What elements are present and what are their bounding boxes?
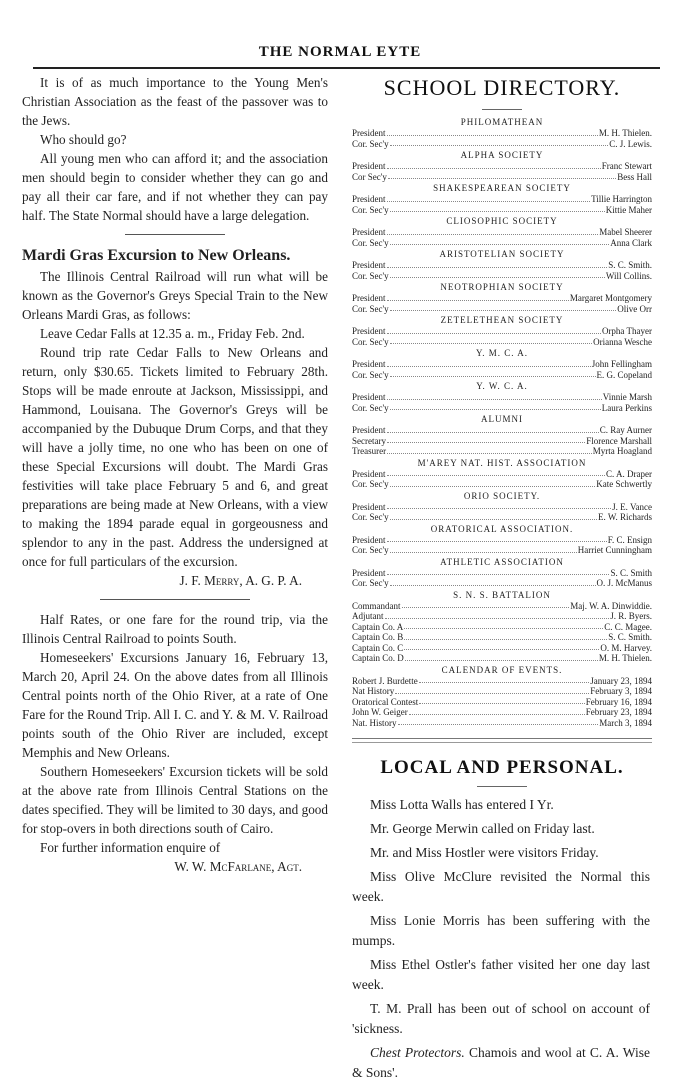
signature: J. F. Merry, A. G. P. A. <box>179 573 302 588</box>
leader-dots <box>388 172 616 180</box>
directory-row <box>352 271 652 282</box>
directory-section-heading: ATHLETIC ASSOCIATION <box>440 556 564 567</box>
directory-role: President <box>352 425 386 435</box>
directory-row <box>352 632 652 643</box>
local-personal-title: LOCAL AND PERSONAL. <box>380 757 624 778</box>
directory-name: February 16, 1894 <box>585 696 652 707</box>
directory-section-heading: Y. W. C. A. <box>476 381 528 391</box>
directory-role: President <box>352 293 386 303</box>
leader-dots <box>390 370 596 378</box>
directory-row <box>352 611 652 622</box>
directory-role: Cor. Sec'y <box>352 270 389 281</box>
ad-italic: Chest Protectors. <box>370 1045 465 1060</box>
article-paragraph: For further information enquire of <box>40 840 221 855</box>
directory-name: Myrta Hoagland <box>592 446 652 456</box>
directory-row <box>352 512 652 523</box>
leader-dots <box>390 479 596 487</box>
directory-name: O. J. McManus <box>596 578 652 588</box>
divider <box>100 599 250 600</box>
directory-section-heading: PHILOMATHEAN <box>460 117 544 127</box>
directory-role: President <box>352 392 386 402</box>
directory-name: John Fellingham <box>591 359 652 369</box>
directory-row <box>352 326 652 337</box>
leader-dots <box>387 227 599 235</box>
directory-role: Captain Co. C <box>352 642 404 653</box>
leader-dots <box>387 502 612 510</box>
directory-role: Cor. Sec'y <box>352 303 389 314</box>
directory-role: Cor. Sec'y <box>352 237 389 248</box>
leader-dots <box>387 194 591 202</box>
directory-name: Kate Schwertly <box>596 479 652 489</box>
directory-row <box>352 622 652 633</box>
directory-role: Robert J. Burdette <box>352 675 418 686</box>
local-item: Miss Lonie Morris has been suffering with the mumps. <box>352 913 650 948</box>
directory-name: March 3, 1894 <box>599 717 652 728</box>
directory-role: President <box>352 326 386 336</box>
directory-row <box>352 293 652 304</box>
directory-role: Commandant <box>352 600 401 611</box>
directory-role: President <box>352 128 386 138</box>
directory-row <box>352 238 652 249</box>
leader-dots <box>390 545 577 553</box>
directory-role: President <box>352 501 386 512</box>
leader-dots <box>385 611 610 619</box>
local-item: Miss Ethel Ostler's father visited her one day last week. <box>352 957 650 992</box>
directory-row <box>352 392 652 403</box>
directory-row <box>352 686 652 697</box>
directory-name: S. C. Smith <box>610 567 652 578</box>
directory-name: O. M. Harvey. <box>600 642 652 653</box>
directory-role: Adjutant <box>352 611 384 621</box>
leader-dots <box>387 260 608 268</box>
directory-name: E. W. Richards <box>598 512 652 522</box>
directory-name: S. C. Smith. <box>608 260 652 270</box>
directory-row <box>352 227 652 238</box>
directory-role: Cor. Sec'y <box>352 578 389 588</box>
directory-role: Captain Co. B <box>352 632 404 642</box>
leader-dots <box>419 697 585 705</box>
directory-role: Cor. Sec'y <box>352 204 389 215</box>
directory-row <box>352 337 652 348</box>
directory-name: January 23, 1894 <box>590 675 652 686</box>
local-item: Mr. George Merwin called on Friday last. <box>370 821 595 836</box>
divider <box>477 786 527 787</box>
directory-section-heading: ORIO SOCIETY. <box>463 490 541 501</box>
directory-row <box>352 479 652 490</box>
directory-name: C. J. Lewis. <box>609 138 652 149</box>
directory-row <box>352 643 652 654</box>
directory-section-heading: ALPHA SOCIETY <box>460 150 544 160</box>
divider <box>352 742 652 743</box>
local-item: Miss Olive McClure revisited the Normal this week. <box>352 869 650 904</box>
local-item: T. M. Prall has been out of school on account of 'sickness. <box>352 1001 650 1036</box>
intro-paragraph: It is of as much importance to the Young Men's Christian Association as the feast of the passover was to the Jews. <box>22 75 328 128</box>
directory-name: F. C. Ensign <box>607 534 652 545</box>
directory-role: President <box>352 468 386 479</box>
directory-section-heading: NEOTROPHIAN SOCIETY <box>440 282 564 292</box>
directory-name: M. H. Thielen. <box>598 128 652 138</box>
leader-dots <box>387 128 598 136</box>
directory-row <box>352 359 652 370</box>
leader-dots <box>387 326 601 334</box>
directory-role: Secretary <box>352 435 386 446</box>
leader-dots <box>398 718 599 726</box>
directory-name: Orianna Wesche <box>593 336 652 347</box>
directory-role: Nat. History <box>352 717 397 728</box>
directory-section-heading: ARISTOTELIAN SOCIETY <box>439 249 565 259</box>
directory-name: J. E. Vance <box>612 501 652 512</box>
ad-text: Chamois and wool at C. A. Wise & Sons'. <box>352 1045 650 1080</box>
leader-dots <box>402 601 570 609</box>
leader-dots <box>387 568 610 576</box>
directory-role: Cor. Sec'y <box>352 479 389 489</box>
directory-section-heading: ORATORICAL ASSOCIATION. <box>430 523 574 534</box>
leader-dots <box>387 425 599 433</box>
leader-dots <box>419 676 590 684</box>
directory-row <box>352 436 652 447</box>
directory-role: Cor. Sec'y <box>352 512 389 522</box>
directory-role: Cor Sec'y <box>352 171 387 182</box>
directory-name: Olive Orr <box>617 303 652 314</box>
directory-name: February 3, 1894 <box>590 686 652 696</box>
leader-dots <box>390 139 609 147</box>
directory-role: Treasurer <box>352 446 387 456</box>
directory-name: Vinnie Marsh <box>602 392 652 402</box>
directory-row <box>352 718 652 729</box>
directory-section-heading: M'AREY NAT. HIST. ASSOCIATION <box>417 457 587 468</box>
leader-dots <box>390 578 596 586</box>
directory-row <box>352 205 652 216</box>
directory-name: Laura Perkins <box>601 402 652 413</box>
advertisement <box>352 1043 652 1083</box>
directory-row <box>352 304 652 315</box>
directory-row <box>352 172 652 183</box>
article-paragraph: Leave Cedar Falls at 12.35 a. m., Friday Feb. 2nd. <box>40 326 305 341</box>
directory-name: C. Ray Aurner <box>599 425 652 435</box>
article-paragraph: The Illinois Central Railroad will run what will be known as the Governor's Greys Special Train to the New Orleans Mardi Gras, as follows: <box>22 269 328 322</box>
directory-role: Oratorical Contest <box>352 696 419 707</box>
directory-role: Nat History <box>352 686 395 696</box>
directory-name: E. G. Copeland <box>596 369 652 380</box>
directory-row <box>352 707 652 718</box>
directory-row <box>352 260 652 271</box>
leader-dots <box>390 403 601 411</box>
directory-row <box>352 535 652 546</box>
directory-name: Margaret Montgomery <box>569 293 652 303</box>
directory-role: John W. Geiger <box>352 707 408 717</box>
directory-name: M. H. Thielen. <box>598 653 652 663</box>
directory-name: Maj. W. A. Dinwiddie. <box>570 600 652 611</box>
leader-dots <box>387 392 602 400</box>
directory-role: Cor. Sec'y <box>352 369 389 380</box>
directory-row <box>352 676 652 687</box>
divider <box>482 109 522 110</box>
leader-dots <box>390 271 605 279</box>
directory-section-heading: CLIOSOPHIC SOCIETY <box>446 216 558 226</box>
directory-section-heading: S. N. S. BATTALION <box>453 589 551 600</box>
directory-row <box>352 370 652 381</box>
leader-dots <box>390 205 605 213</box>
directory-row <box>352 446 652 457</box>
directory-name: C. A. Draper <box>606 468 652 479</box>
leader-dots <box>405 653 598 661</box>
directory-row <box>352 578 652 589</box>
leader-dots <box>387 446 592 454</box>
directory-row <box>352 139 652 150</box>
left-column <box>22 73 328 876</box>
directory-role: Cor. Sec'y <box>352 402 389 413</box>
article-paragraph: Homeseekers' Excursions January 16, February 13, March 20, April 24. On the above dates from all Illinois Central points north of the Ohio River, at a rate of One Fare for the Round Trip. All I. C. and Y. & M. V. Railroad points south of the Ohio River are included, except Memphis and New Orleans. <box>22 650 328 760</box>
article-paragraph: Half Rates, or one fare for the round trip, via the Illinois Central Railroad to points South. <box>22 612 328 646</box>
directory-row <box>352 697 652 708</box>
local-items <box>352 795 652 1039</box>
directory-role: Cor. Sec'y <box>352 336 389 347</box>
directory-role: President <box>352 260 386 270</box>
directory-section-heading: Y. M. C. A. <box>475 348 529 358</box>
directory-section-heading: CALENDAR OF EVENTS. <box>441 664 563 675</box>
directory-role: President <box>352 567 386 578</box>
leader-dots <box>387 293 569 301</box>
leader-dots <box>390 512 597 520</box>
directory-name: Harriet Cunningham <box>577 545 652 555</box>
directory-title: SCHOOL DIRECTORY. <box>383 75 621 100</box>
leader-dots <box>404 622 603 630</box>
directory-row <box>352 601 652 612</box>
leader-dots <box>409 707 585 715</box>
directory-name: Kittie Maher <box>605 204 652 215</box>
directory-name: Bess Hall <box>617 171 652 182</box>
directory-section-heading: SHAKESPEAREAN SOCIETY <box>433 183 571 193</box>
leader-dots <box>387 436 585 444</box>
directory-name: February 23, 1894 <box>585 707 652 717</box>
leader-dots <box>387 161 601 169</box>
directory-role: President <box>352 161 386 171</box>
divider <box>125 234 225 235</box>
directory-row <box>352 502 652 513</box>
directory-section-heading: ALUMNI <box>481 414 523 424</box>
masthead: THE NORMAL EYTE <box>258 44 422 60</box>
leader-dots <box>390 337 593 345</box>
mardi-gras-heading: Mardi Gras Excursion to New Orleans. <box>22 247 291 264</box>
directory-role: Captain Co. D <box>352 653 404 663</box>
directory-row <box>352 161 652 172</box>
directory-name: Orpha Thayer <box>601 326 652 336</box>
directory-row <box>352 403 652 414</box>
directory-name: Franc Stewart <box>601 161 652 171</box>
directory-row <box>352 653 652 664</box>
intro-paragraph: All young men who can afford it; and the association men should begin to consider whether they can go and pay all their car fare, and if not whether they can pay half. The State Normal should have a large delegation. <box>22 151 328 223</box>
directory-list <box>352 117 652 728</box>
directory-role: President <box>352 359 386 369</box>
directory-name: J. R. Byers. <box>610 611 652 621</box>
directory-name: Florence Marshall <box>586 435 652 446</box>
masthead-rule <box>33 67 660 69</box>
leader-dots <box>395 686 589 694</box>
leader-dots <box>387 469 606 477</box>
directory-name: Anna Clark <box>610 237 652 248</box>
local-item: Miss Lotta Walls has entered I Yr. <box>370 797 554 812</box>
directory-role: Cor. Sec'y <box>352 545 389 555</box>
directory-section-heading: ZETELETHEAN SOCIETY <box>440 315 564 325</box>
directory-role: President <box>352 194 386 204</box>
article-paragraph: Southern Homeseekers' Excursion tickets will be sold at the above rate from Illinois Central Stations on the dates specified. They will be limited to 30 days, and good for stop-overs in both directions south of Cairo. <box>22 764 328 836</box>
divider <box>352 738 652 739</box>
directory-name: C. C. Magee. <box>604 621 652 632</box>
directory-name: Mabel Sheerer <box>599 227 652 237</box>
directory-row <box>352 425 652 436</box>
leader-dots <box>390 238 610 246</box>
leader-dots <box>390 304 617 312</box>
directory-name: Will Collins. <box>605 270 652 281</box>
directory-role: President <box>352 534 386 545</box>
directory-row <box>352 568 652 579</box>
directory-row <box>352 545 652 556</box>
right-column <box>352 73 652 1087</box>
leader-dots <box>404 632 607 640</box>
directory-name: S. C. Smith. <box>608 632 652 642</box>
intro-paragraph: Who should go? <box>40 132 127 147</box>
leader-dots <box>387 535 607 543</box>
leader-dots <box>387 359 591 367</box>
local-item: Mr. and Miss Hostler were visitors Friday. <box>370 845 599 860</box>
article-paragraph: Round trip rate Cedar Falls to New Orleans and return, only $30.65. Tickets limited to February 28th. Stops will be made enroute at Jackson, Mississippi, and Hammond, Louisana. The Governor's Greys will be accompanied by the Dubuque Drum Corps, and that they will have a jolly time, no one who has been on one of these Special Excursions will doubt. The Mardi Gras festivities will take place February 5 and 6, and great preparations are being made at New Orleans, with a view to making the 1894 parade equal in gorgeousness and splendor to any in the past. Address the undersigned at once for full particulars of the excursion. <box>22 345 328 569</box>
directory-name: Tillie Harrington <box>591 194 652 204</box>
directory-role: President <box>352 227 386 237</box>
directory-role: Cor. Sec'y <box>352 138 389 149</box>
directory-role: Captain Co. A <box>352 621 404 632</box>
leader-dots <box>404 643 599 651</box>
directory-row <box>352 469 652 480</box>
directory-row <box>352 128 652 139</box>
directory-row <box>352 194 652 205</box>
signature: W. W. McFarlane, Agt. <box>174 859 302 874</box>
